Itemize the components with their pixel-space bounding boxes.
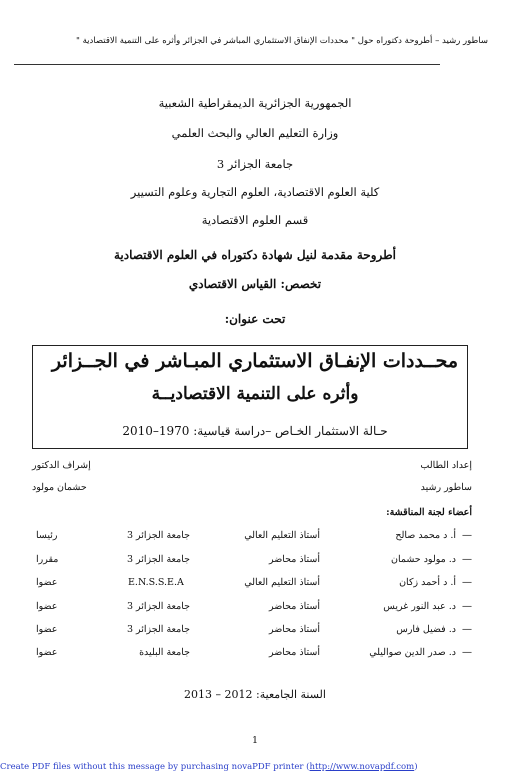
committee-member-institution: جامعة الجزائر 3 bbox=[126, 530, 190, 541]
student-name: ساطور رشيد bbox=[420, 482, 472, 493]
university-name: جامعة الجزائر 3 bbox=[216, 157, 294, 171]
academic-year: السنة الجامعية: 2012 – 2013 bbox=[184, 688, 326, 701]
committee-member-name: أ. د محمد صالح bbox=[395, 530, 456, 541]
supervisor-name: حشمان مولود bbox=[32, 482, 87, 493]
committee-member-rank: أستاذ التعليم العالي bbox=[244, 577, 320, 588]
thesis-purpose: أطروحة مقدمة لنيل شهادة دكتوراه في العلوم الاقتصادية bbox=[113, 248, 397, 262]
pdf-footer-text: Create PDF files without this message by purchasing novaPDF printer ( bbox=[0, 762, 310, 772]
page-number: 1 bbox=[251, 735, 259, 746]
committee-heading: أعضاء لجنة المناقشة: bbox=[386, 507, 472, 518]
committee-member-institution: جامعة الجزائر 3 bbox=[126, 601, 190, 612]
list-dash: — bbox=[462, 577, 472, 588]
thesis-subtitle: حـالة الاستثمار الخـاص –دراسة قياسية: 1970–2010 bbox=[122, 424, 388, 438]
committee-member-rank: أستاذ محاضر bbox=[268, 624, 320, 635]
committee-member-name: أ. د أحمد زكان bbox=[399, 577, 456, 588]
committee-member-institution: جامعة الجزائر 3 bbox=[126, 554, 190, 565]
pdf-footer-note bbox=[0, 762, 418, 772]
running-header: ساطور رشيد – أطروحة دكتوراه حول " محددات الإنفاق الاستثماري المباشر في الجزائر وأثره على التنمية الاقتصادية " bbox=[75, 36, 488, 46]
department-name: قسم العلوم الاقتصادية bbox=[201, 213, 309, 227]
thesis-title-line-1: محــددات الإنفـاق الاستثماري المبـاشر في الجــزائر bbox=[51, 350, 459, 372]
thesis-title-line-2: وأثره على التنمية الاقتصاديــة bbox=[151, 384, 359, 404]
committee-member-rank: أستاذ محاضر bbox=[268, 601, 320, 612]
committee-member-name: د. مولود حشمان bbox=[390, 554, 456, 565]
pdf-footer-link[interactable]: http://www.novapdf.com bbox=[309, 762, 415, 772]
list-dash: — bbox=[462, 624, 472, 635]
committee-member-role: عضوا bbox=[36, 647, 58, 658]
header-divider bbox=[14, 64, 440, 65]
republic-name: الجمهورية الجزائرية الديمقراطية الشعبية bbox=[158, 96, 352, 110]
committee-member-rank: أستاذ محاضر bbox=[268, 647, 320, 658]
ministry-name: وزارة التعليم العالي والبحث العلمي bbox=[171, 126, 339, 140]
list-dash: — bbox=[462, 647, 472, 658]
committee-member-name: د. صدر الدين صواليلي bbox=[369, 647, 456, 658]
faculty-name: كلية العلوم الاقتصادية، العلوم التجارية وعلوم التسيير bbox=[130, 185, 380, 199]
committee-member-role: مقررا bbox=[36, 554, 59, 565]
committee-member-role: عضوا bbox=[36, 577, 58, 588]
list-dash: — bbox=[462, 554, 472, 565]
committee-member-institution: جامعة البليدة bbox=[139, 647, 190, 658]
pdf-footer-close: ) bbox=[414, 762, 418, 772]
committee-member-rank: أستاذ محاضر bbox=[268, 554, 320, 565]
list-dash: — bbox=[462, 530, 472, 541]
thesis-specialty: تخصص: القياس الاقتصادي bbox=[188, 277, 322, 291]
under-title-label: تحت عنوان: bbox=[224, 312, 286, 326]
list-dash: — bbox=[462, 601, 472, 612]
prepared-by-label: إعداد الطالب bbox=[420, 460, 472, 471]
committee-member-institution: جامعة الجزائر 3 bbox=[126, 624, 190, 635]
committee-member-institution: E.N.S.S.E.A bbox=[128, 577, 184, 588]
supervisor-label: إشراف الدكتور bbox=[32, 460, 91, 471]
committee-member-role: عضوا bbox=[36, 624, 58, 635]
committee-member-role: عضوا bbox=[36, 601, 58, 612]
committee-member-rank: أستاذ التعليم العالي bbox=[244, 530, 320, 541]
committee-member-name: د. فضيل فارس bbox=[396, 624, 456, 635]
committee-member-role: رئيسا bbox=[36, 530, 58, 541]
committee-member-name: د. عبد النور غريس bbox=[383, 601, 456, 612]
